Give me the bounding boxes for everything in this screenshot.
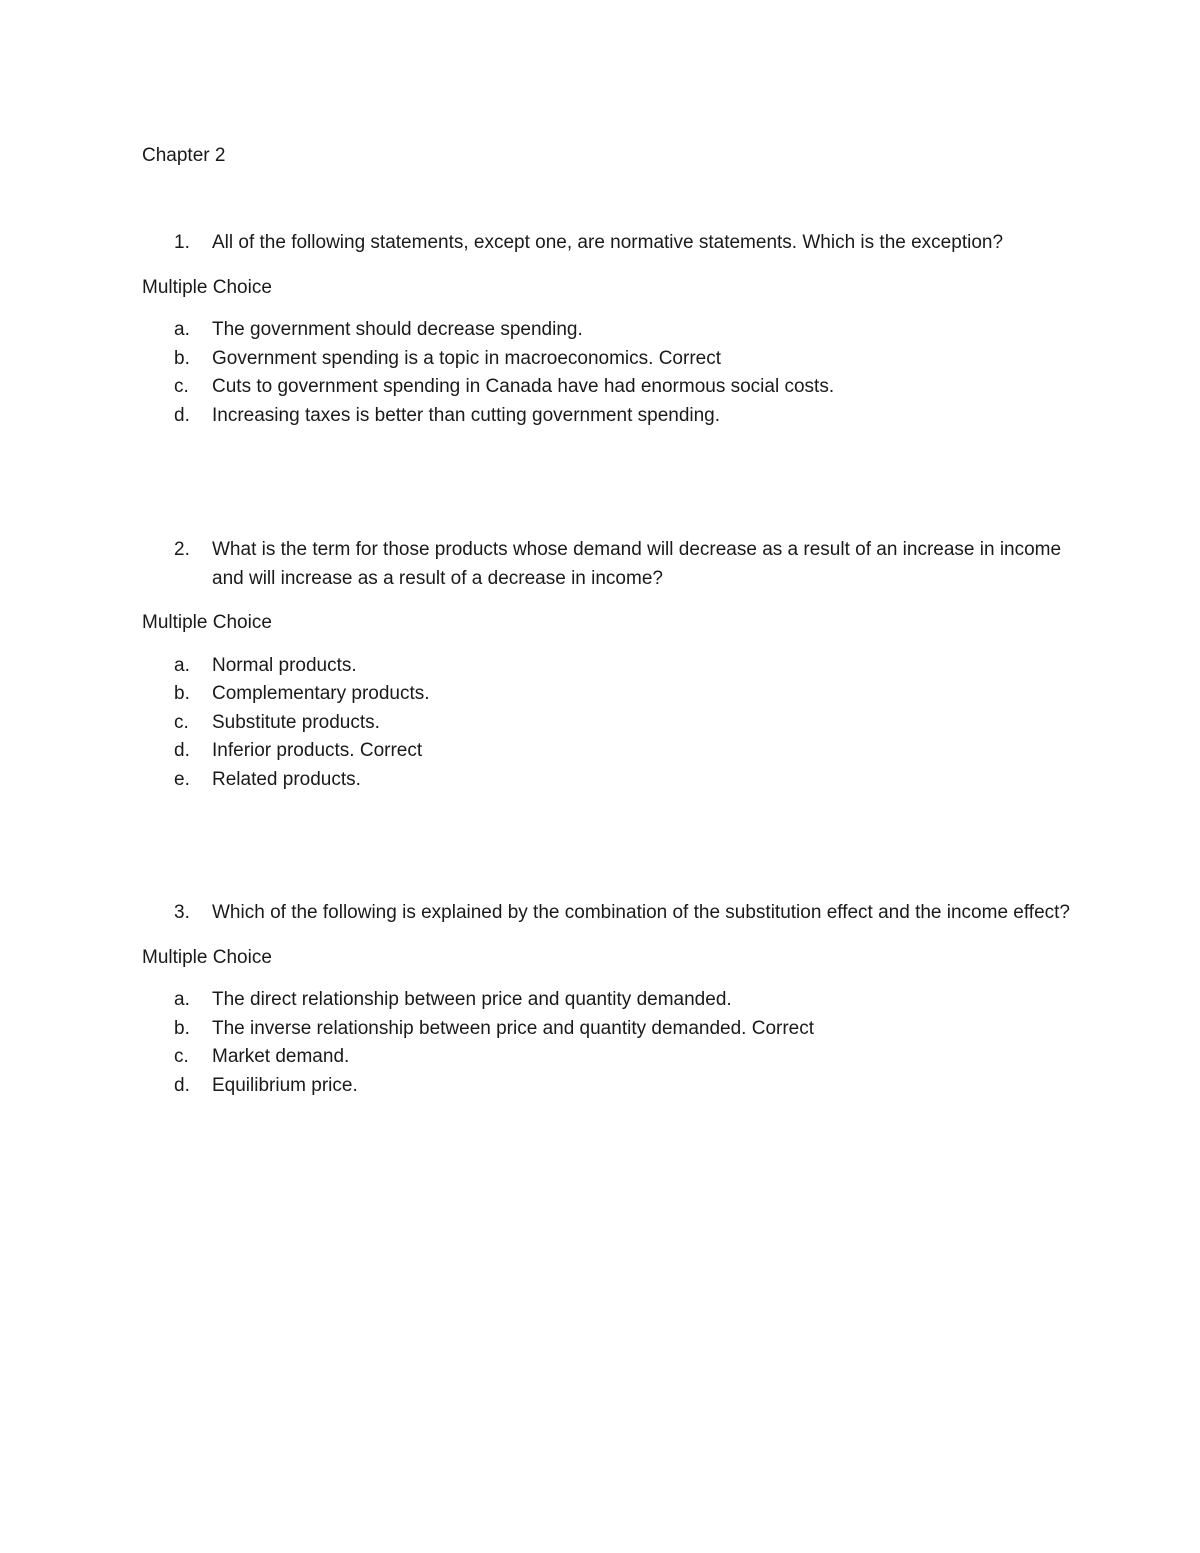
option-text: Equilibrium price. xyxy=(212,1074,358,1096)
option-text: The government should decrease spending. xyxy=(212,319,583,340)
option-letter: c. xyxy=(174,711,189,733)
option-letter: b. xyxy=(174,1017,190,1039)
answer-option xyxy=(142,316,1082,345)
option-letter: e. xyxy=(174,768,190,790)
option-letter: c. xyxy=(174,1046,189,1067)
option-text: Inferior products. Correct xyxy=(212,740,423,761)
answer-option xyxy=(142,1043,1082,1072)
question-number: 1. xyxy=(174,232,190,253)
question-text: What is the term for those products whose demand will decrease as a result of an increase in income and will increase as a result of a decrease in income? xyxy=(212,539,1062,589)
answer-option xyxy=(142,986,1082,1015)
answer-option xyxy=(142,1015,1082,1044)
question-row xyxy=(142,536,1082,593)
question-text: Which of the following is explained by the combination of the substitution effect and the income effect? xyxy=(212,902,1070,923)
question-type-label: Multiple Choice xyxy=(142,276,272,298)
option-text: Market demand. xyxy=(212,1046,350,1067)
option-text: Complementary products. xyxy=(212,683,430,704)
option-letter: a. xyxy=(174,654,190,676)
answer-option xyxy=(142,373,1082,402)
answer-option xyxy=(142,1072,1082,1101)
option-letter: d. xyxy=(174,1074,190,1096)
answer-option xyxy=(142,402,1082,431)
question-3 xyxy=(142,899,1082,1100)
answer-options xyxy=(142,316,1082,430)
option-text: Cuts to government spending in Canada have had enormous social costs. xyxy=(212,376,835,397)
option-text: The direct relationship between price and quantity demanded. xyxy=(212,989,732,1010)
option-text: Normal products. xyxy=(212,654,357,676)
answer-options xyxy=(142,652,1082,795)
option-letter: b. xyxy=(174,347,190,369)
answer-option xyxy=(142,737,1082,766)
chapter-title: Chapter 2 xyxy=(142,145,226,166)
answer-option xyxy=(142,709,1082,738)
option-letter: a. xyxy=(174,989,190,1010)
answer-option xyxy=(142,652,1082,681)
question-1 xyxy=(142,229,1082,430)
question-row xyxy=(142,229,1082,258)
question-number: 3. xyxy=(174,902,190,923)
question-text: All of the following statements, except one, are normative statements. Which is the exception? xyxy=(212,232,1004,253)
option-text: Increasing taxes is better than cutting government spending. xyxy=(212,404,721,426)
option-letter: b. xyxy=(174,683,190,704)
option-letter: d. xyxy=(174,404,190,426)
question-type-label: Multiple Choice xyxy=(142,612,272,633)
answer-option xyxy=(142,680,1082,709)
answer-option xyxy=(142,766,1082,795)
option-text: Related products. xyxy=(212,768,361,790)
option-text: Substitute products. xyxy=(212,711,380,733)
question-type-label: Multiple Choice xyxy=(142,946,272,968)
question-2 xyxy=(142,536,1082,794)
option-letter: d. xyxy=(174,740,190,761)
question-row xyxy=(142,899,1082,928)
answer-options xyxy=(142,986,1082,1100)
question-number: 2. xyxy=(174,539,190,560)
option-letter: c. xyxy=(174,376,189,397)
option-text: Government spending is a topic in macroeconomics. Correct xyxy=(212,347,722,369)
option-letter: a. xyxy=(174,319,190,340)
answer-option xyxy=(142,345,1082,374)
option-text: The inverse relationship between price and quantity demanded. Correct xyxy=(212,1017,815,1039)
